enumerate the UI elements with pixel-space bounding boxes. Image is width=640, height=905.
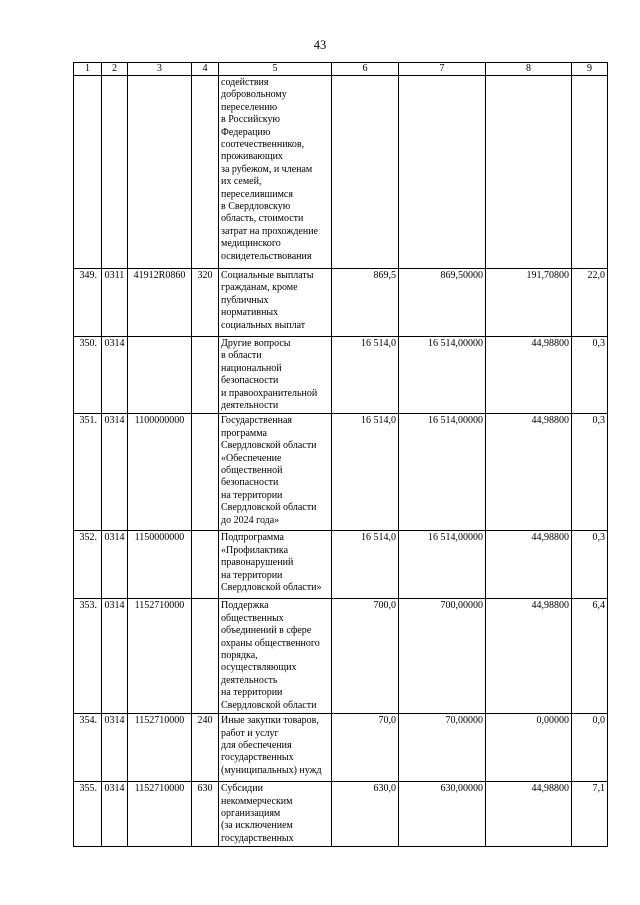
- execution-percent: 7,1: [572, 782, 608, 847]
- expense-type-code: 320: [192, 269, 219, 337]
- planned-amount: 16 514,0: [332, 337, 399, 414]
- expense-type-code: [192, 531, 219, 599]
- table-row: [74, 76, 608, 269]
- section-code: [102, 76, 128, 269]
- expense-type-code: [192, 337, 219, 414]
- section-code: 0314: [102, 782, 128, 847]
- column-header: 3: [128, 63, 192, 76]
- execution-percent: 0,0: [572, 714, 608, 782]
- execution-percent: [572, 76, 608, 269]
- table-row: [74, 599, 608, 714]
- target-article-code: 1152710000: [128, 599, 192, 714]
- budget-table: [73, 62, 608, 847]
- approved-amount: 16 514,00000: [399, 531, 486, 599]
- table-row: [74, 414, 608, 531]
- executed-amount: 0,00000: [486, 714, 572, 782]
- expense-type-code: 240: [192, 714, 219, 782]
- approved-amount: 70,00000: [399, 714, 486, 782]
- approved-amount: 700,00000: [399, 599, 486, 714]
- column-header: 6: [332, 63, 399, 76]
- target-article-code: 1150000000: [128, 531, 192, 599]
- column-header: 8: [486, 63, 572, 76]
- approved-amount: 630,00000: [399, 782, 486, 847]
- row-number: 350.: [74, 337, 102, 414]
- column-header: 9: [572, 63, 608, 76]
- page-number: 43: [313, 38, 327, 52]
- row-number: 354.: [74, 714, 102, 782]
- planned-amount: 16 514,0: [332, 531, 399, 599]
- approved-amount: 869,50000: [399, 269, 486, 337]
- item-name: Другие вопросы в области национальной безопасности и правоохранительной деятельности: [219, 337, 332, 414]
- column-header: 4: [192, 63, 219, 76]
- column-header: 5: [219, 63, 332, 76]
- executed-amount: 44,98800: [486, 414, 572, 531]
- planned-amount: 70,0: [332, 714, 399, 782]
- row-number: 352.: [74, 531, 102, 599]
- execution-percent: 0,3: [572, 414, 608, 531]
- table-row: [74, 531, 608, 599]
- column-header: 7: [399, 63, 486, 76]
- table-row: [74, 782, 608, 847]
- row-number: [74, 76, 102, 269]
- execution-percent: 0,3: [572, 531, 608, 599]
- target-article-code: [128, 76, 192, 269]
- planned-amount: 16 514,0: [332, 414, 399, 531]
- expense-type-code: [192, 414, 219, 531]
- item-name: Субсидии некоммерческим организациям (за исключением государственных: [219, 782, 332, 847]
- section-code: 0314: [102, 599, 128, 714]
- planned-amount: 869,5: [332, 269, 399, 337]
- expense-type-code: [192, 76, 219, 269]
- execution-percent: 6,4: [572, 599, 608, 714]
- executed-amount: 44,98800: [486, 599, 572, 714]
- planned-amount: [332, 76, 399, 269]
- item-name: Поддержка общественных объединений в сфере охраны общественного порядка, осуществляющих деятельность на территории Свердловской области: [219, 599, 332, 714]
- table-row: [74, 714, 608, 782]
- executed-amount: 44,98800: [486, 531, 572, 599]
- section-code: 0314: [102, 414, 128, 531]
- expense-type-code: 630: [192, 782, 219, 847]
- table-row: [74, 337, 608, 414]
- item-name: Иные закупки товаров, работ и услуг для обеспечения государственных (муниципальных) нужд: [219, 714, 332, 782]
- item-name: Государственная программа Свердловской области «Обеспечение общественной безопасности на территории Свердловской области до 2024 года»: [219, 414, 332, 531]
- approved-amount: 16 514,00000: [399, 337, 486, 414]
- target-article-code: 1100000000: [128, 414, 192, 531]
- execution-percent: 22,0: [572, 269, 608, 337]
- header-row: [74, 63, 608, 76]
- item-name: Социальные выплаты гражданам, кроме публичных нормативных социальных выплат: [219, 269, 332, 337]
- planned-amount: 630,0: [332, 782, 399, 847]
- target-article-code: 1152710000: [128, 782, 192, 847]
- section-code: 0314: [102, 531, 128, 599]
- execution-percent: 0,3: [572, 337, 608, 414]
- table-body: [74, 76, 608, 847]
- section-code: 0311: [102, 269, 128, 337]
- section-code: 0314: [102, 337, 128, 414]
- executed-amount: 191,70800: [486, 269, 572, 337]
- table-row: [74, 269, 608, 337]
- column-header: 1: [74, 63, 102, 76]
- planned-amount: 700,0: [332, 599, 399, 714]
- executed-amount: [486, 76, 572, 269]
- item-name: содействия добровольному переселению в Российскую Федерацию соотечественников, проживающих за рубежом, и членам их семей, переселившимся в Свердловскую область, стоимости затрат на прохождение медицинского освидетельствования: [219, 76, 332, 269]
- row-number: 355.: [74, 782, 102, 847]
- executed-amount: 44,98800: [486, 337, 572, 414]
- expense-type-code: [192, 599, 219, 714]
- executed-amount: 44,98800: [486, 782, 572, 847]
- item-name: Подпрограмма «Профилактика правонарушений на территории Свердловской области»: [219, 531, 332, 599]
- column-header: 2: [102, 63, 128, 76]
- target-article-code: [128, 337, 192, 414]
- target-article-code: 41912R0860: [128, 269, 192, 337]
- row-number: 353.: [74, 599, 102, 714]
- section-code: 0314: [102, 714, 128, 782]
- row-number: 349.: [74, 269, 102, 337]
- approved-amount: [399, 76, 486, 269]
- approved-amount: 16 514,00000: [399, 414, 486, 531]
- target-article-code: 1152710000: [128, 714, 192, 782]
- row-number: 351.: [74, 414, 102, 531]
